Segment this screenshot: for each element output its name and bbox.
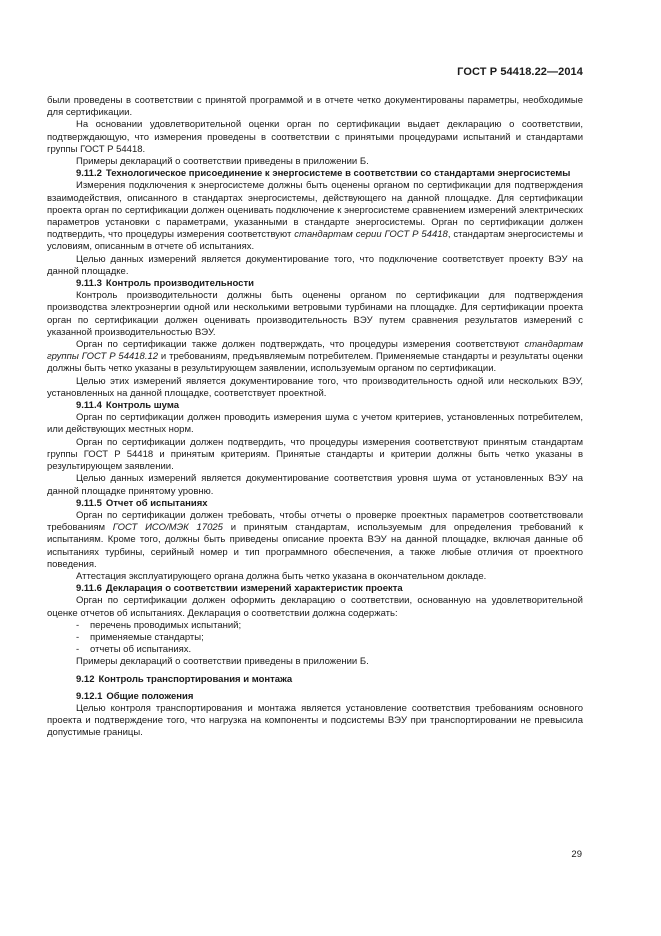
section-number: 9.11.4	[76, 400, 102, 412]
paragraph	[47, 510, 583, 571]
paragraph: Примеры деклараций о соответствии приведены в приложении Б.	[76, 656, 369, 668]
list-item-text: отчеты об испытаниях.	[90, 644, 192, 656]
list-item-text: перечень проводимых испытаний;	[90, 619, 242, 631]
text-run: и требованиям, предъявляемым потребителем. Применяемые стандарты и результаты оценки должны быть четко указаны в результирующем заявлении, используемым органом по сертификации.	[47, 351, 583, 375]
standard-reference: ГОСТ ИСО/МЭК 17025	[112, 522, 223, 534]
list-item	[47, 644, 583, 656]
text-run: Орган по сертификации должен требовать, чтобы отчеты о проверке проектных параметров соответствовали требованиям	[47, 509, 583, 534]
section-heading-9-11-5	[47, 498, 583, 510]
list-dash: -	[76, 631, 80, 643]
section-heading-9-12	[47, 674, 583, 686]
paragraph	[47, 339, 583, 376]
text-run: , стандартам энергосистемы и условиям, описанным в отчете об испытаниях.	[47, 229, 583, 253]
paragraph: Орган по сертификации должен подтвердить, что процедуры измерения соответствуют принятым стандартам группы ГОСТ Р 54418 и принятым критериям. Принятые стандарты и критерии должны быть четко указаны в результирующем заявлении.	[47, 436, 583, 473]
section-title: Технологическое присоединение к энергосистеме в соответствии со стандартами энергосистемы	[105, 168, 571, 180]
section-heading-9-11-2	[47, 168, 583, 180]
section-title: Контроль транспортирования и монтажа	[98, 673, 293, 685]
list-item-text: применяемые стандарты;	[90, 631, 204, 643]
paragraph: Аттестация эксплуатирующего органа должна быть четко указана в окончательном докладе.	[76, 570, 487, 582]
list-item	[47, 632, 583, 644]
standard-reference: стандартам группы ГОСТ Р 54418.12	[47, 339, 583, 363]
section-heading-9-12-1	[47, 691, 583, 703]
paragraph: Целью данных измерений является документирование соответствия уровня шума от установленных ВЭУ на данной площадке принятому уровню.	[47, 473, 583, 497]
document-header: ГОСТ Р 54418.22—2014	[457, 66, 583, 78]
standard-reference: стандартам серии ГОСТ Р 54418	[294, 229, 448, 241]
paragraph: Орган по сертификации должен проводить измерения шума с учетом критериев, установленных потребителем, или действующих местных норм.	[47, 412, 583, 436]
section-title: Отчет об испытаниях	[105, 497, 208, 509]
section-number: 9.12.1	[76, 690, 103, 702]
text-run: и принятым стандартам, используемым для определения требований к испытаниям. Кроме того, должны быть приведены описание проекта ВЭУ на данной площадке, включая данные об испытаниях турбины, серийный номер и тип программного обеспечения, а также любые отличия от проектного поведения.	[47, 522, 583, 570]
list-dash: -	[76, 619, 80, 631]
text-run: Орган по сертификации также должен подтверждать, что процедуры измерения соответствуют	[76, 339, 525, 351]
paragraph	[47, 180, 583, 253]
paragraph: Орган по сертификации должен оформить декларацию о соответствии, основанную на удовлетворительной оценке отчетов об испытаниях. Декларация о соответствии должна содержать:	[47, 595, 583, 619]
paragraph: На основании удовлетворительной оценки орган по сертификации выдает декларацию о соответствии, подтверждающую, что измерения проведены в соответствии с принятыми процедурами испытаний и стандартами группы ГОСТ Р 54418.	[47, 119, 583, 155]
paragraph: Примеры деклараций о соответствии приведены в приложении Б.	[76, 156, 369, 168]
section-number: 9.11.5	[76, 497, 102, 509]
document-body	[47, 95, 583, 740]
section-title: Декларация о соответствии измерений характеристик проекта	[105, 583, 403, 595]
text-run: Измерения подключения к энергосистеме должны быть оценены органом по сертификации для подтверждения взаимодействия, описанного в стандартах энергосистемы, действующего на данной площадке. Для сертификации проекта орган по сертификации должен оценивать подключение к энергосистеме сравнением измерений электрических параметров установки с параметрами, указанными в стандарте энергосистемы. Орган по сертификации должен подтвердить, что процедуры измерения соответствуют	[47, 180, 583, 241]
section-number: 9.11.2	[76, 168, 102, 180]
page-number: 29	[571, 849, 582, 860]
section-heading-9-11-3	[47, 278, 583, 290]
list-dash: -	[76, 644, 80, 656]
section-number: 9.11.6	[76, 583, 102, 595]
section-number: 9.12	[76, 673, 95, 685]
section-heading-9-11-6	[47, 583, 583, 595]
paragraph: Целью данных измерений является документирование того, что подключение соответствует проекту ВЭУ на данной площадке.	[47, 253, 583, 277]
section-title: Контроль шума	[105, 400, 180, 412]
paragraph: Целью этих измерений является документирование того, что производительность одной или нескольких ВЭУ, установленных на данной площадке, соответствует проектной.	[47, 375, 583, 399]
paragraph: были проведены в соответствии с принятой программой и в отчете четко документированы параметры, необходимые для сертификации.	[47, 95, 583, 119]
section-heading-9-11-4	[47, 400, 583, 412]
section-title: Общие положения	[106, 690, 194, 702]
section-number: 9.11.3	[76, 278, 102, 290]
paragraph: Контроль производительности должны быть оценены органом по сертификации для подтверждения производства электроэнергии одной или несколькими ветровыми турбинами на площадке. Для сертификации проекта орган по сертификации должен оценивать производительность ВЭУ путем сравнения результатов измерений с указанной производительностью ВЭУ.	[47, 290, 583, 338]
paragraph: Целью контроля транспортирования и монтажа является установление соответствия требованиям основного проекта и подтверждение того, что нагрузка на компоненты и подсистемы ВЭУ при транспортировании не превысила допустимые границы.	[47, 702, 583, 739]
section-title: Контроль производительности	[105, 278, 254, 290]
list-item	[47, 620, 583, 632]
